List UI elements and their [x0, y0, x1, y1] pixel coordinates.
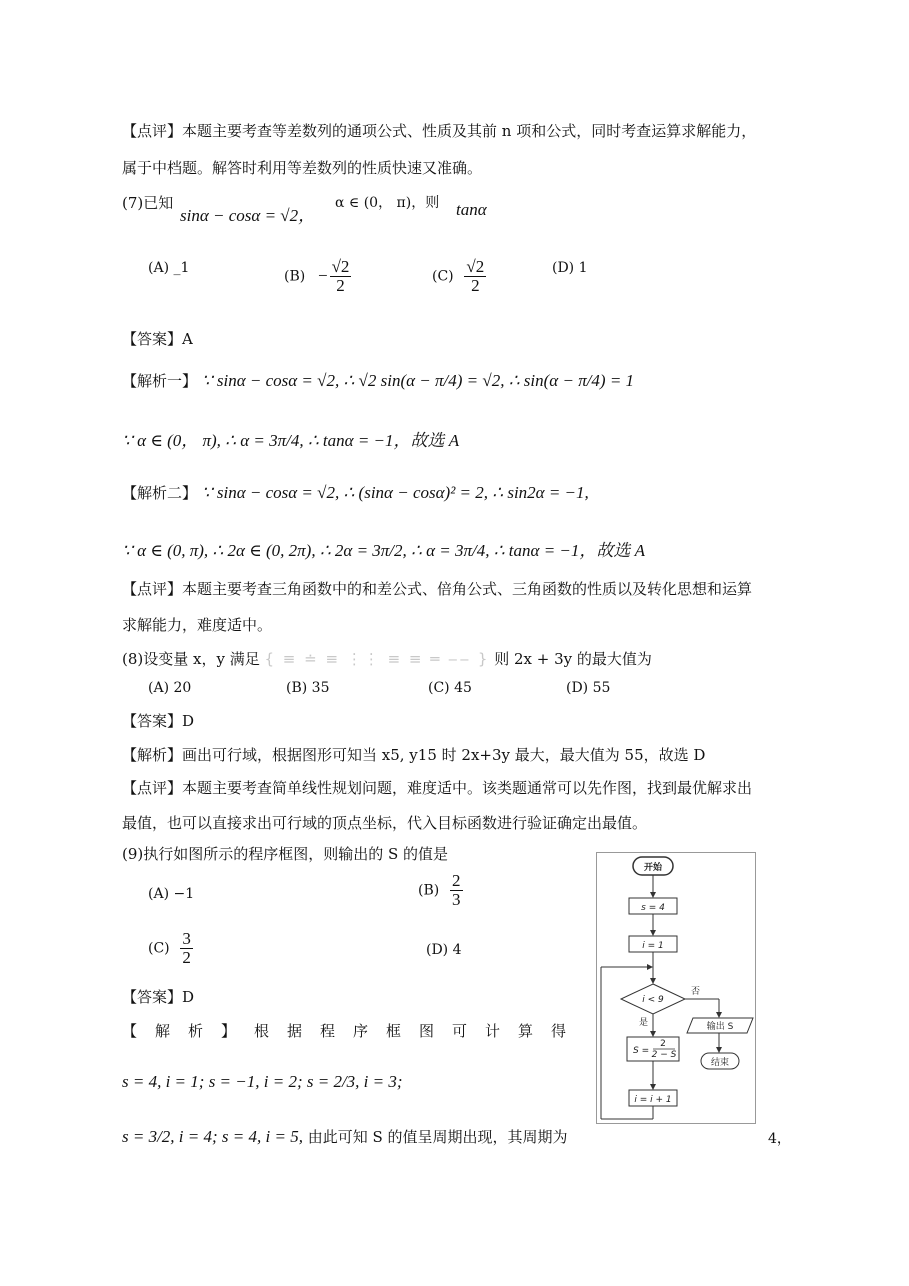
program-flowchart: [596, 852, 756, 1124]
q7-option-d: (D) 1: [552, 260, 588, 276]
flowchart-svg: [597, 853, 755, 1123]
q8-option-b: (B) 35: [286, 680, 330, 696]
q8-stem-prefix: (8)设变量 x，y 满足: [122, 650, 260, 668]
q7-option-c-frac: [464, 258, 486, 295]
q7-option-c: [432, 258, 488, 295]
q9-calc-line2: [122, 1126, 568, 1147]
flowchart-assign-num: 2: [660, 1039, 666, 1049]
flowchart-yes-label: 是: [639, 1018, 649, 1028]
q7-option-c-label: (C): [432, 268, 454, 285]
q9-calc-line2-text: 由此可知 S 的值呈周期出现，其周期为: [307, 1128, 568, 1146]
q9-solution-label: 【解析】根据程序框图可计算得: [122, 1022, 585, 1040]
q8-stem-suffix: 则 2x + 3y 的最大值为: [494, 650, 652, 668]
q8-option-d: (D) 55: [566, 680, 611, 696]
q9-option-c-den: 2: [182, 948, 191, 967]
q7-solution1: [122, 370, 634, 391]
q9-calc-line2-prefix: s = 3/2, i = 4; s = 4, i = 5,: [122, 1127, 303, 1146]
q8-option-c: (C) 45: [428, 680, 472, 696]
q9-option-b-num: 2: [452, 871, 461, 890]
flowchart-condition-label: i < 9: [642, 995, 664, 1005]
q7-stem-prefix: (7)已知: [122, 194, 174, 212]
q7-option-b-frac: [330, 258, 352, 295]
q8-option-a: (A) 20: [148, 680, 192, 696]
q9-option-a: (A) −1: [148, 886, 195, 902]
q9-stem: (9)执行如图所示的程序框图，则输出的 S 的值是: [122, 845, 449, 863]
q7-ask: tanα: [456, 200, 487, 219]
q9-option-c: [148, 930, 195, 967]
flowchart-end-label: 结束: [710, 1058, 730, 1068]
q7-option-b-den: 2: [336, 276, 345, 295]
flowchart-assign-den: 2 − S: [651, 1050, 677, 1060]
flowchart-init-i-label: i = 1: [642, 941, 664, 951]
q9-option-c-frac: [180, 930, 193, 967]
q9-option-b-label: (B): [418, 882, 440, 899]
q9-option-b: [418, 872, 465, 909]
flowchart-increment-label: i = i + 1: [634, 1095, 672, 1105]
q8-stem: [122, 648, 652, 669]
q7-solution2: [122, 482, 589, 503]
q7-stem: [122, 192, 173, 213]
q9-answer: 【答案】D: [122, 988, 195, 1006]
q9-calc-line2-end: 4，: [768, 1131, 791, 1147]
q8-solution: 【解析】画出可行域，根据图形可知当 x5, y15 时 2x+3y 最大，最大值为 55，故选 D: [122, 746, 706, 764]
q7-option-c-num: √2: [466, 257, 485, 276]
flowchart-no-label: 否: [691, 987, 701, 997]
q7-option-b: [284, 258, 353, 295]
q8-constraint-system-image: { ≡ ≐ ≡ ⋮⋮ ≡ ≡ ═ ‒‒ }: [264, 650, 490, 668]
q7-review-line1: 【点评】本题主要考查三角函数中的和差公式、倍角公式、三角函数的性质以及转化思想和运算: [122, 580, 753, 598]
flowchart-start-label: 开始: [643, 863, 663, 873]
q9-option-d: (D) 4: [426, 942, 462, 958]
q7-solution2-expr: ∵ sinα − cosα = √2, ∴ (sinα − cosα)² = 2, ∴ sin2α = −1,: [201, 483, 589, 502]
q7-option-b-num: √2: [331, 257, 350, 276]
flowchart-output-label: 输出 S: [706, 1022, 734, 1032]
q7-answer: 【答案】A: [122, 330, 193, 348]
q9-option-b-den: 3: [452, 890, 461, 909]
q9-option-c-label: (C): [148, 940, 170, 957]
q7-option-a: (A) _1: [148, 260, 190, 276]
q7-option-b-sign: −: [318, 265, 328, 285]
intro-review-line2: 属于中档题。解答时利用等差数列的性质快速又准确。: [122, 159, 483, 177]
q7-option-c-den: 2: [471, 276, 480, 295]
q8-review-line2: 最值，也可以直接求出可行域的顶点坐标，代入目标函数进行验证确定出最值。: [122, 814, 648, 832]
q8-answer: 【答案】D: [122, 712, 195, 730]
q7-solution2-label: 【解析二】: [122, 484, 198, 502]
q7-option-b-label: (B): [284, 268, 306, 285]
q7-solution1-label: 【解析一】: [122, 372, 198, 390]
q9-option-b-frac: [450, 872, 463, 909]
q8-review-line1: 【点评】本题主要考查简单线性规划问题，难度适中。该类题通常可以先作图，找到最优解求出: [122, 779, 753, 797]
q9-calc-line1: s = 4, i = 1; s = −1, i = 2; s = 2/3, i = 3;: [122, 1072, 403, 1091]
q7-review-line2: 求解能力，难度适中。: [122, 616, 273, 634]
q7-solution1-expr: ∵ sinα − cosα = √2, ∴ √2 sin(α − π/4) = √2, ∴ sin(α − π/4) = 1: [201, 371, 635, 390]
q7-solution2-line2: ∵ α ∈ (0, π), ∴ 2α ∈ (0, 2π), ∴ 2α = 3π/2, ∴ α = 3π/4, ∴ tanα = −1，故选 A: [122, 541, 646, 560]
q7-condition: sinα − cosα = √2，: [180, 206, 316, 225]
intro-review-line1: 【点评】本题主要考查等差数列的通项公式、性质及其前 n 项和公式，同时考查运算求解能力，: [122, 122, 757, 140]
q7-domain: α ∈ (0， π)，则: [335, 195, 440, 211]
flowchart-assign-prefix: S =: [633, 1046, 650, 1056]
q9-option-c-num: 3: [182, 929, 191, 948]
q7-solution1-line2: ∵ α ∈ (0， π), ∴ α = 3π/4, ∴ tanα = −1，故选 A: [122, 431, 460, 450]
flowchart-init-s-label: s = 4: [641, 903, 665, 913]
